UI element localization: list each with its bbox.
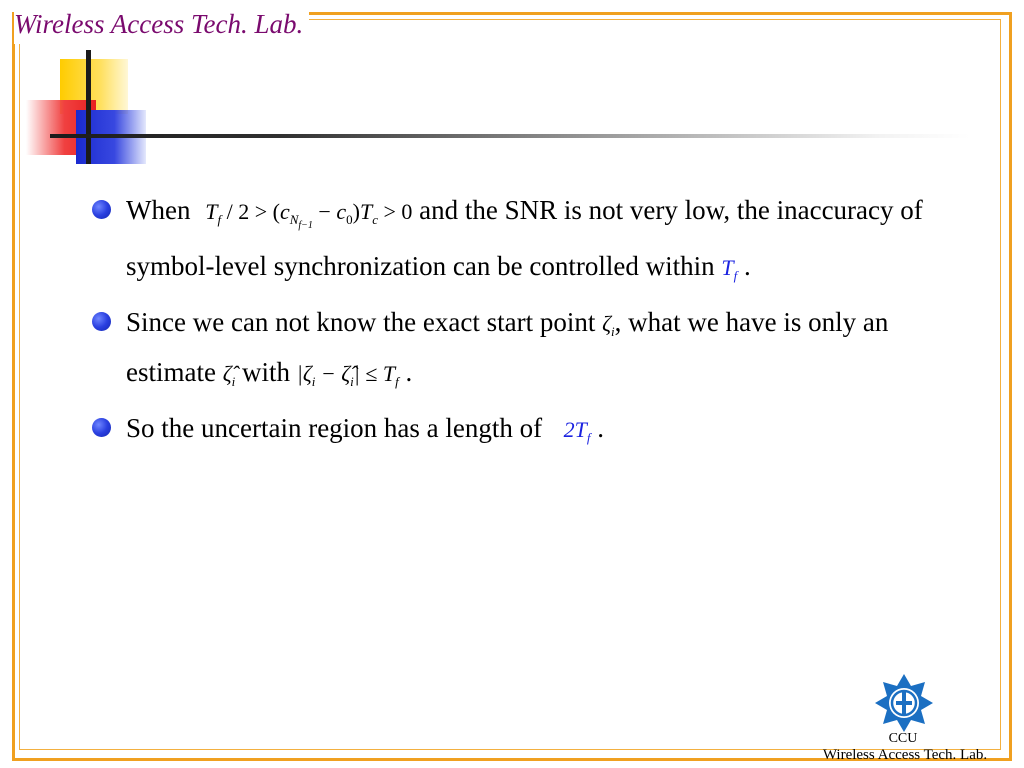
- bullet-item-1: [90, 190, 970, 296]
- formula-2tf: $2T_f$: [563, 417, 591, 445]
- bullet-text: .: [590, 413, 605, 443]
- bullet-text: .: [737, 251, 751, 281]
- bullet-text: Since we can not know the exact start point: [126, 307, 603, 337]
- bullet-text: , what we have is only an estimate: [126, 307, 889, 387]
- footer-ccu: CCU: [888, 731, 918, 746]
- bullet-item-3: [90, 408, 970, 458]
- bullet-text: with: [235, 357, 297, 387]
- bullet-dot-icon: [92, 418, 111, 437]
- bullet-text: .: [398, 357, 413, 387]
- formula-zeta-hat: $\zetâ_i$: [222, 361, 236, 389]
- decor-horizontal-line: [50, 134, 970, 138]
- formula-tf: $T_f$: [721, 255, 738, 283]
- bullet-text: So the uncertain region has a length of: [126, 413, 549, 443]
- formula-zeta: $\zeta_i$: [602, 311, 615, 339]
- bullet-text: When: [126, 195, 191, 225]
- bullet-text: and the SNR is not very low, the inaccuracy of symbol-level synchronization can be controlled within: [126, 195, 923, 281]
- bullet-item-2: [90, 302, 970, 402]
- formula-abs-bound: $|\zeta_i$ − $\zetâ_i| \le T_f$: [296, 361, 399, 389]
- footer-lab: Wireless Access Tech. Lab.: [822, 747, 988, 763]
- ccu-emblem-icon: [873, 672, 935, 734]
- formula-condition: $T_f / 2 > (c_{N_{f-1}} - c_0)T_c > 0$: [205, 199, 413, 231]
- bullet-dot-icon: [92, 312, 111, 331]
- bullet-list: [90, 190, 970, 464]
- bullet-dot-icon: [92, 200, 111, 219]
- decor-vertical-line: [86, 50, 91, 164]
- header-title: Wireless Access Tech. Lab.: [14, 6, 309, 44]
